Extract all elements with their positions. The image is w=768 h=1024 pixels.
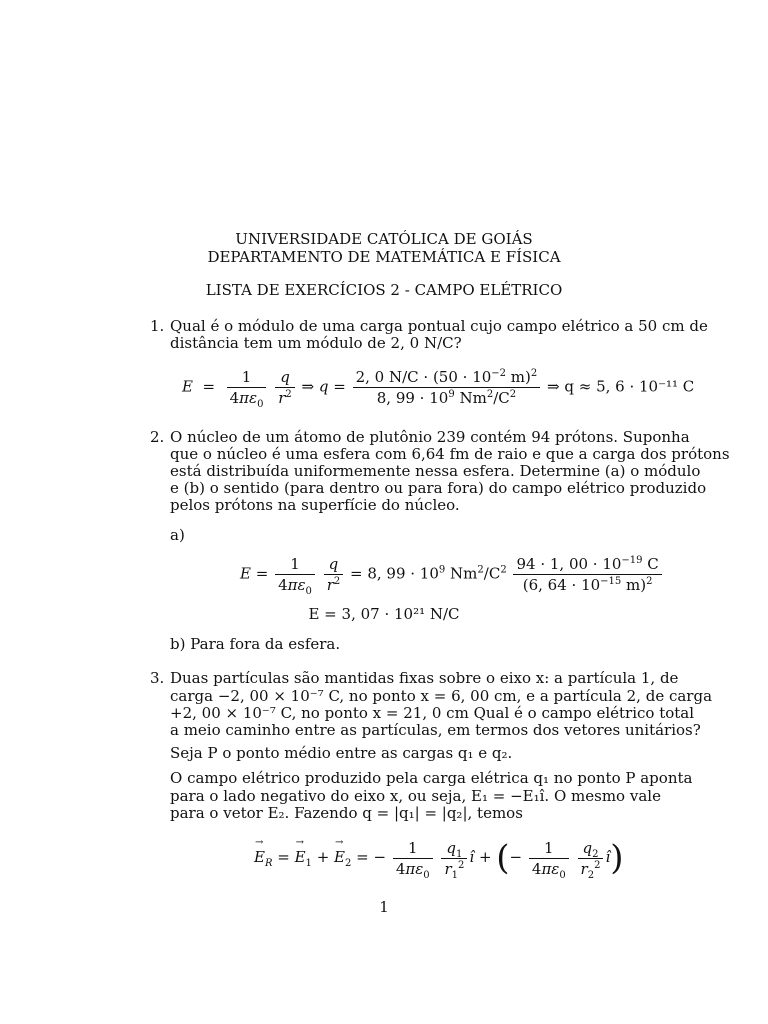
question-3-line-3: +2, 00 × 10⁻⁷ C, no ponto x = 21, 0 cm Qual é o campo elétrico total [170, 704, 695, 722]
department-name: DEPARTAMENTO DE MATEMÁTICA E FÍSICA [207, 248, 561, 266]
question-2-equation: E = $\frac{1}{4\pi\varepsilon_0}$ $\frac{q}{r^2}$ = 8, $99 \cdot 10^9$ $Nm^2/C^2$ $\frac{94 \cdot 1, 00 \cdot 10^{-19} C}{(6, 64 \cdot 10^{-15} m)^2}$ [240, 555, 664, 594]
question-3-number: 3. [150, 669, 165, 687]
question-2-line-2: que o núcleo é uma esfera com 6,64 fm de raio e que a carga dos prótons [170, 445, 730, 463]
question-1-result: ⇒ q ≈ 5, 6 · 10⁻¹¹ C [547, 377, 695, 396]
question-1-equation: E = $\frac{1}{4\pi\varepsilon_0}$ $\frac{q}{r^2}$ ⇒ q = $\frac{2, 0 N/C \cdot (50 \cdot 10^{-2} m)^2}{8, 99 \cdot 10^9 Nm^2/C^2}$ ⇒ q ≈ 5, 6 · 10⁻¹¹ C [182, 368, 695, 410]
question-3-explain-3: para o vetor E₂. Fazendo q = |q₁| = |q₂|, temos [170, 804, 523, 822]
page-title: LISTA DE EXERCÍCIOS 2 - CAMPO ELÉTRICO [205, 281, 563, 299]
page-number: 1 [379, 898, 389, 916]
question-3-explain-2: para o lado negativo do eixo x, ou seja, E₁ = −E₁î. O mesmo vale [170, 787, 661, 805]
question-2-line-3: está distribuída uniformemente nessa esfera. Determine (a) o módulo [170, 462, 701, 480]
question-1-number: 1. [150, 317, 165, 335]
question-2-part-a-label: a) [170, 526, 185, 544]
question-1-line-2: distância tem um módulo de 2, 0 N/C? [170, 334, 462, 352]
question-2-number: 2. [150, 428, 165, 446]
question-2-part-b: b) Para fora da esfera. [170, 635, 341, 653]
question-3-line-4: a meio caminho entre as partículas, em termos dos vetores unitários? [170, 721, 701, 739]
question-3-midpoint: Seja P o ponto médio entre as cargas q₁ e q₂. [170, 744, 513, 762]
question-2-line-5: pelos prótons na superfície do núcleo. [170, 496, 460, 514]
university-name: UNIVERSIDADE CATÓLICA DE GOIÁS [235, 230, 533, 248]
question-3-equation: → $E_R$ = → $E_1$ + → $E_2$ = − $\frac{1}{4\pi\varepsilon_0}$ $\frac{q_1}{r_1^2}$ î + (− $\frac{1}{4\pi\varepsilon_0}$ $\frac{q_2}{r_2^2}$ î) [254, 838, 624, 878]
question-2-line-1: O núcleo de um átomo de plutônio 239 contém 94 prótons. Suponha [170, 428, 690, 446]
question-3-line-1: Duas partículas são mantidas fixas sobre o eixo x: a partícula 1, de [170, 669, 679, 687]
question-3-line-2: carga −2, 00 × 10⁻⁷ C, no ponto x = 6, 00 cm, e a partícula 2, de carga [170, 687, 713, 705]
question-1-line-1: Qual é o módulo de uma carga pontual cujo campo elétrico a 50 cm de [170, 317, 708, 335]
question-2-result: E = 3, 07 · 10²¹ N/C [308, 605, 460, 623]
question-2-line-4: e (b) o sentido (para dentro ou para fora) do campo elétrico produzido [170, 479, 707, 497]
question-3-explain-1: O campo elétrico produzido pela carga elétrica q₁ no ponto P aponta [170, 769, 693, 787]
